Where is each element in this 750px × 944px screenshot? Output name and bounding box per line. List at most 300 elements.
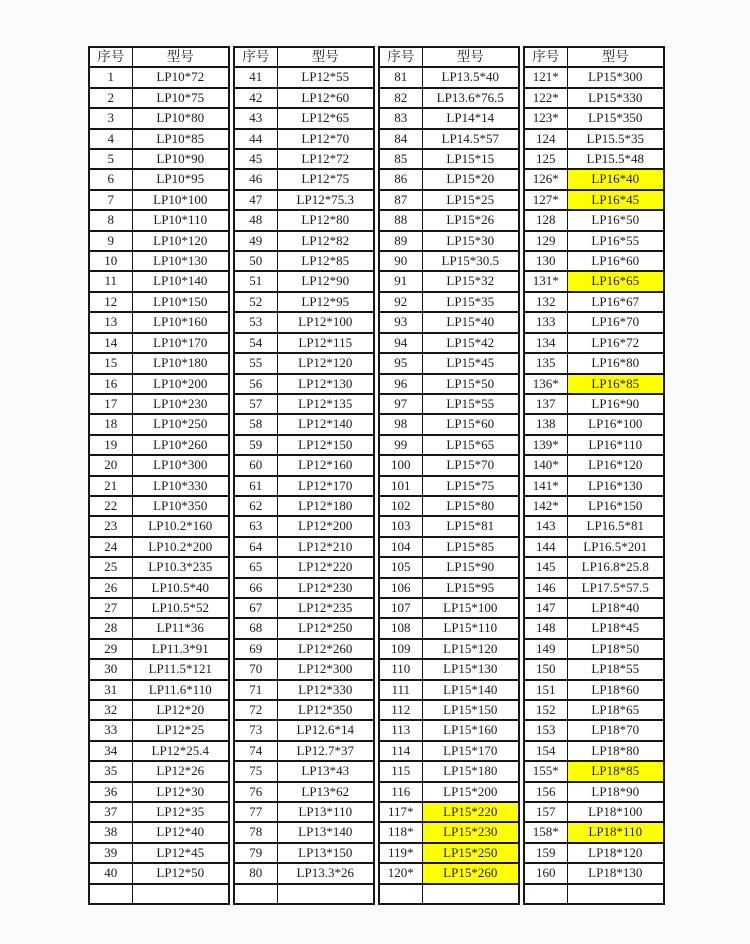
model-table-group-2 [233,46,375,905]
row-number-cell: 93 [379,312,422,332]
table-row [524,67,664,87]
model-cell: LP12*65 [277,108,374,128]
table-row [524,843,664,863]
table-row [524,680,664,700]
row-number-cell: 114 [379,741,422,761]
model-cell: LP10*260 [132,435,229,455]
model-cell: LP10*330 [132,476,229,496]
model-cell [132,884,229,904]
table-row [234,271,374,291]
model-cell: LP12.6*14 [277,720,374,740]
row-number-cell: 130 [524,251,567,271]
row-number-cell: 43 [234,108,277,128]
table-row [234,374,374,394]
row-number-cell: 62 [234,496,277,516]
model-cell: LP12*160 [277,455,374,475]
row-number-cell: 115 [379,761,422,781]
row-number-cell: 22 [89,496,132,516]
table-row [89,761,229,781]
table-row [89,149,229,169]
model-cell: LP16*67 [567,292,664,312]
row-number-cell: 65 [234,557,277,577]
table-row [524,190,664,210]
row-number-cell: 112 [379,700,422,720]
model-cell: LP12*75.3 [277,190,374,210]
row-number-cell: 48 [234,210,277,230]
row-number-cell: 78 [234,822,277,842]
table-row [234,802,374,822]
table-row [379,149,519,169]
model-cell: LP12*85 [277,251,374,271]
row-number-cell: 159 [524,843,567,863]
row-number-cell: 25 [89,557,132,577]
table-row [89,210,229,230]
model-cell: LP10*95 [132,169,229,189]
model-cell: LP10*300 [132,455,229,475]
table-row [89,659,229,679]
row-number-cell: 61 [234,476,277,496]
row-number-cell: 10 [89,251,132,271]
row-number-cell: 88 [379,210,422,230]
model-cell: LP12*30 [132,782,229,802]
table-row [234,782,374,802]
column-header-number: 序号 [89,47,132,67]
row-number-cell: 107 [379,598,422,618]
row-number-cell: 147 [524,598,567,618]
row-number-cell: 132 [524,292,567,312]
model-cell: LP18*90 [567,782,664,802]
table-row [379,374,519,394]
column-header-model: 型号 [277,47,374,67]
table-row [379,782,519,802]
row-number-cell: 137 [524,394,567,414]
table-row [234,578,374,598]
row-number-cell: 27 [89,598,132,618]
row-number-cell: 95 [379,353,422,373]
table-row [524,394,664,414]
empty-row [524,884,664,904]
table-row [379,88,519,108]
table-row [524,782,664,802]
table-row [524,720,664,740]
row-number-cell: 129 [524,231,567,251]
model-cell: LP12*330 [277,680,374,700]
header-row [379,47,519,67]
row-number-cell: 42 [234,88,277,108]
model-cell: LP12*95 [277,292,374,312]
model-cell: LP17.5*57.5 [567,578,664,598]
table-row [379,700,519,720]
model-cell: LP16*55 [567,231,664,251]
row-number-cell: 66 [234,578,277,598]
row-number-cell [89,884,132,904]
table-row [379,312,519,332]
row-number-cell: 136* [524,374,567,394]
model-cell: LP16*50 [567,210,664,230]
model-cell: LP15*80 [422,496,519,516]
table-row [234,720,374,740]
table-row [524,129,664,149]
model-cell: LP18*70 [567,720,664,740]
model-cell: LP10.2*200 [132,537,229,557]
table-row [89,312,229,332]
model-cell: LP13*110 [277,802,374,822]
model-cell: LP15*70 [422,455,519,475]
model-cell: LP15*45 [422,353,519,373]
row-number-cell: 123* [524,108,567,128]
model-cell: LP16*100 [567,414,664,434]
table-row [524,659,664,679]
table-row [89,129,229,149]
table-row [524,88,664,108]
model-cell: LP15*85 [422,537,519,557]
table-row [234,251,374,271]
row-number-cell: 157 [524,802,567,822]
table-row [379,169,519,189]
row-number-cell: 116 [379,782,422,802]
row-number-cell [234,884,277,904]
model-cell: LP16*72 [567,333,664,353]
model-cell: LP12*70 [277,129,374,149]
table-row [234,88,374,108]
model-cell: LP11*36 [132,618,229,638]
row-number-cell: 101 [379,476,422,496]
row-number-cell: 145 [524,557,567,577]
model-cell: LP15*25 [422,190,519,210]
model-cell [422,884,519,904]
model-cell: LP10*170 [132,333,229,353]
row-number-cell: 155* [524,761,567,781]
model-cell: LP13.5*40 [422,67,519,87]
table-row [524,312,664,332]
table-row [234,353,374,373]
table-row [89,169,229,189]
model-cell: LP15*81 [422,516,519,536]
row-number-cell: 39 [89,843,132,863]
model-cell: LP12*82 [277,231,374,251]
model-cell: LP12*40 [132,822,229,842]
row-number-cell: 16 [89,374,132,394]
row-number-cell: 102 [379,496,422,516]
row-number-cell: 139* [524,435,567,455]
row-number-cell: 156 [524,782,567,802]
table-row [379,231,519,251]
row-number-cell: 108 [379,618,422,638]
model-cell: LP16*60 [567,251,664,271]
model-cell: LP15.5*48 [567,149,664,169]
row-number-cell: 118* [379,822,422,842]
model-cell: LP12*80 [277,210,374,230]
table-row [89,67,229,87]
row-number-cell: 55 [234,353,277,373]
model-cell: LP15*60 [422,414,519,434]
model-cell-highlighted: LP16*85 [567,374,664,394]
row-number-cell: 153 [524,720,567,740]
table-row [379,863,519,883]
table-row [89,680,229,700]
table-row [234,476,374,496]
model-cell: LP11.5*121 [132,659,229,679]
model-cell: LP13*43 [277,761,374,781]
model-cell: LP15*65 [422,435,519,455]
column-header-model: 型号 [132,47,229,67]
table-row [234,108,374,128]
model-cell: LP12*300 [277,659,374,679]
model-cell: LP12*25 [132,720,229,740]
model-cell: LP13*150 [277,843,374,863]
model-cell: LP12*115 [277,333,374,353]
model-cell: LP12*200 [277,516,374,536]
model-cell: LP12*150 [277,435,374,455]
row-number-cell: 103 [379,516,422,536]
table-row [89,557,229,577]
row-number-cell: 83 [379,108,422,128]
model-cell: LP10*180 [132,353,229,373]
model-cell: LP15*20 [422,169,519,189]
model-cell: LP18*60 [567,680,664,700]
model-cell: LP18*80 [567,741,664,761]
table-row [379,802,519,822]
row-number-cell: 135 [524,353,567,373]
model-cell: LP12*120 [277,353,374,373]
row-number-cell: 38 [89,822,132,842]
model-cell: LP13.6*76.5 [422,88,519,108]
model-cell: LP10*140 [132,271,229,291]
model-cell: LP15*200 [422,782,519,802]
row-number-cell: 59 [234,435,277,455]
model-cell: LP10*80 [132,108,229,128]
table-row [234,516,374,536]
table-row [379,190,519,210]
table-row [234,537,374,557]
table-row [89,700,229,720]
row-number-cell: 41 [234,67,277,87]
table-row [89,271,229,291]
model-cell: LP16*110 [567,435,664,455]
model-cell: LP15*26 [422,210,519,230]
model-cell: LP15*120 [422,639,519,659]
model-cell: LP15*50 [422,374,519,394]
table-row [379,251,519,271]
row-number-cell: 104 [379,537,422,557]
model-cell-highlighted: LP15*260 [422,863,519,883]
model-cell-highlighted: LP16*40 [567,169,664,189]
row-number-cell: 70 [234,659,277,679]
row-number-cell: 56 [234,374,277,394]
model-cell: LP12*350 [277,700,374,720]
table-row [379,639,519,659]
model-cell: LP12*220 [277,557,374,577]
table-row [379,598,519,618]
model-cell: LP12*170 [277,476,374,496]
model-cell: LP10*90 [132,149,229,169]
table-row [379,455,519,475]
model-cell: LP11.3*91 [132,639,229,659]
model-cell: LP15*110 [422,618,519,638]
model-cell: LP10*230 [132,394,229,414]
table-row [524,598,664,618]
table-row [379,271,519,291]
model-cell: LP10*120 [132,231,229,251]
model-cell: LP15*55 [422,394,519,414]
table-row [89,863,229,883]
model-cell: LP18*40 [567,598,664,618]
table-row [234,455,374,475]
model-cell-highlighted: LP16*45 [567,190,664,210]
model-cell: LP14.5*57 [422,129,519,149]
table-row [524,435,664,455]
table-row [379,659,519,679]
row-number-cell: 131* [524,271,567,291]
model-cell: LP18*100 [567,802,664,822]
row-number-cell: 134 [524,333,567,353]
row-number-cell: 148 [524,618,567,638]
row-number-cell: 151 [524,680,567,700]
row-number-cell: 144 [524,537,567,557]
row-number-cell: 94 [379,333,422,353]
row-number-cell: 125 [524,149,567,169]
table-row [379,333,519,353]
table-row [89,88,229,108]
table-row [524,639,664,659]
row-number-cell: 100 [379,455,422,475]
table-row [379,741,519,761]
row-number-cell: 81 [379,67,422,87]
model-cell: LP12*75 [277,169,374,189]
model-cell: LP12*35 [132,802,229,822]
table-row [234,333,374,353]
row-number-cell: 149 [524,639,567,659]
table-row [234,394,374,414]
table-row [234,496,374,516]
model-cell: LP15*30.5 [422,251,519,271]
empty-row [89,884,229,904]
row-number-cell: 110 [379,659,422,679]
table-row [234,557,374,577]
row-number-cell: 3 [89,108,132,128]
row-number-cell: 146 [524,578,567,598]
table-row [89,455,229,475]
row-number-cell: 98 [379,414,422,434]
row-number-cell: 52 [234,292,277,312]
row-number-cell: 67 [234,598,277,618]
model-cell: LP15*40 [422,312,519,332]
row-number-cell: 49 [234,231,277,251]
table-row [379,292,519,312]
row-number-cell: 142* [524,496,567,516]
row-number-cell: 35 [89,761,132,781]
row-number-cell: 150 [524,659,567,679]
header-row [234,47,374,67]
row-number-cell: 84 [379,129,422,149]
table-row [89,802,229,822]
table-row [379,843,519,863]
model-cell-highlighted: LP15*250 [422,843,519,863]
row-number-cell: 47 [234,190,277,210]
row-number-cell: 45 [234,149,277,169]
model-cell: LP12*135 [277,394,374,414]
model-cell-highlighted: LP15*230 [422,822,519,842]
row-number-cell: 6 [89,169,132,189]
table-row [524,455,664,475]
model-cell: LP10*85 [132,129,229,149]
model-cell: LP18*55 [567,659,664,679]
table-row [89,537,229,557]
row-number-cell [524,884,567,904]
table-row [524,863,664,883]
table-row [379,129,519,149]
table-row [379,537,519,557]
row-number-cell: 86 [379,169,422,189]
model-cell: LP15*30 [422,231,519,251]
table-row [524,578,664,598]
row-number-cell: 140* [524,455,567,475]
table-row [379,618,519,638]
row-number-cell: 141* [524,476,567,496]
model-cell: LP16*130 [567,476,664,496]
table-row [524,374,664,394]
row-number-cell: 18 [89,414,132,434]
table-row [524,149,664,169]
model-cell: LP10.5*40 [132,578,229,598]
table-row [379,557,519,577]
row-number-cell: 80 [234,863,277,883]
model-cell: LP12*25.4 [132,741,229,761]
table-row [524,271,664,291]
model-cell: LP15*160 [422,720,519,740]
model-cell-highlighted: LP18*110 [567,822,664,842]
model-cell: LP15*32 [422,271,519,291]
model-cell: LP12*60 [277,88,374,108]
row-number-cell: 44 [234,129,277,149]
model-cell: LP12*90 [277,271,374,291]
row-number-cell: 109 [379,639,422,659]
row-number-cell: 53 [234,312,277,332]
model-cell: LP15*330 [567,88,664,108]
table-row [524,210,664,230]
table-row [379,476,519,496]
row-number-cell: 29 [89,639,132,659]
row-number-cell: 158* [524,822,567,842]
row-number-cell: 5 [89,149,132,169]
table-row [89,598,229,618]
model-cell: LP12*100 [277,312,374,332]
row-number-cell: 20 [89,455,132,475]
row-number-cell: 15 [89,353,132,373]
model-cell: LP15*170 [422,741,519,761]
model-table-group-1 [88,46,230,905]
table-row [234,822,374,842]
table-row [234,598,374,618]
table-row [524,292,664,312]
table-row [379,496,519,516]
table-row [234,292,374,312]
row-number-cell: 51 [234,271,277,291]
row-number-cell: 89 [379,231,422,251]
row-number-cell: 128 [524,210,567,230]
table-row [89,618,229,638]
table-row [524,108,664,128]
row-number-cell: 13 [89,312,132,332]
row-number-cell: 120* [379,863,422,883]
row-number-cell: 87 [379,190,422,210]
row-number-cell: 119* [379,843,422,863]
row-number-cell: 75 [234,761,277,781]
table-row [379,108,519,128]
row-number-cell: 72 [234,700,277,720]
header-row [524,47,664,67]
row-number-cell: 79 [234,843,277,863]
